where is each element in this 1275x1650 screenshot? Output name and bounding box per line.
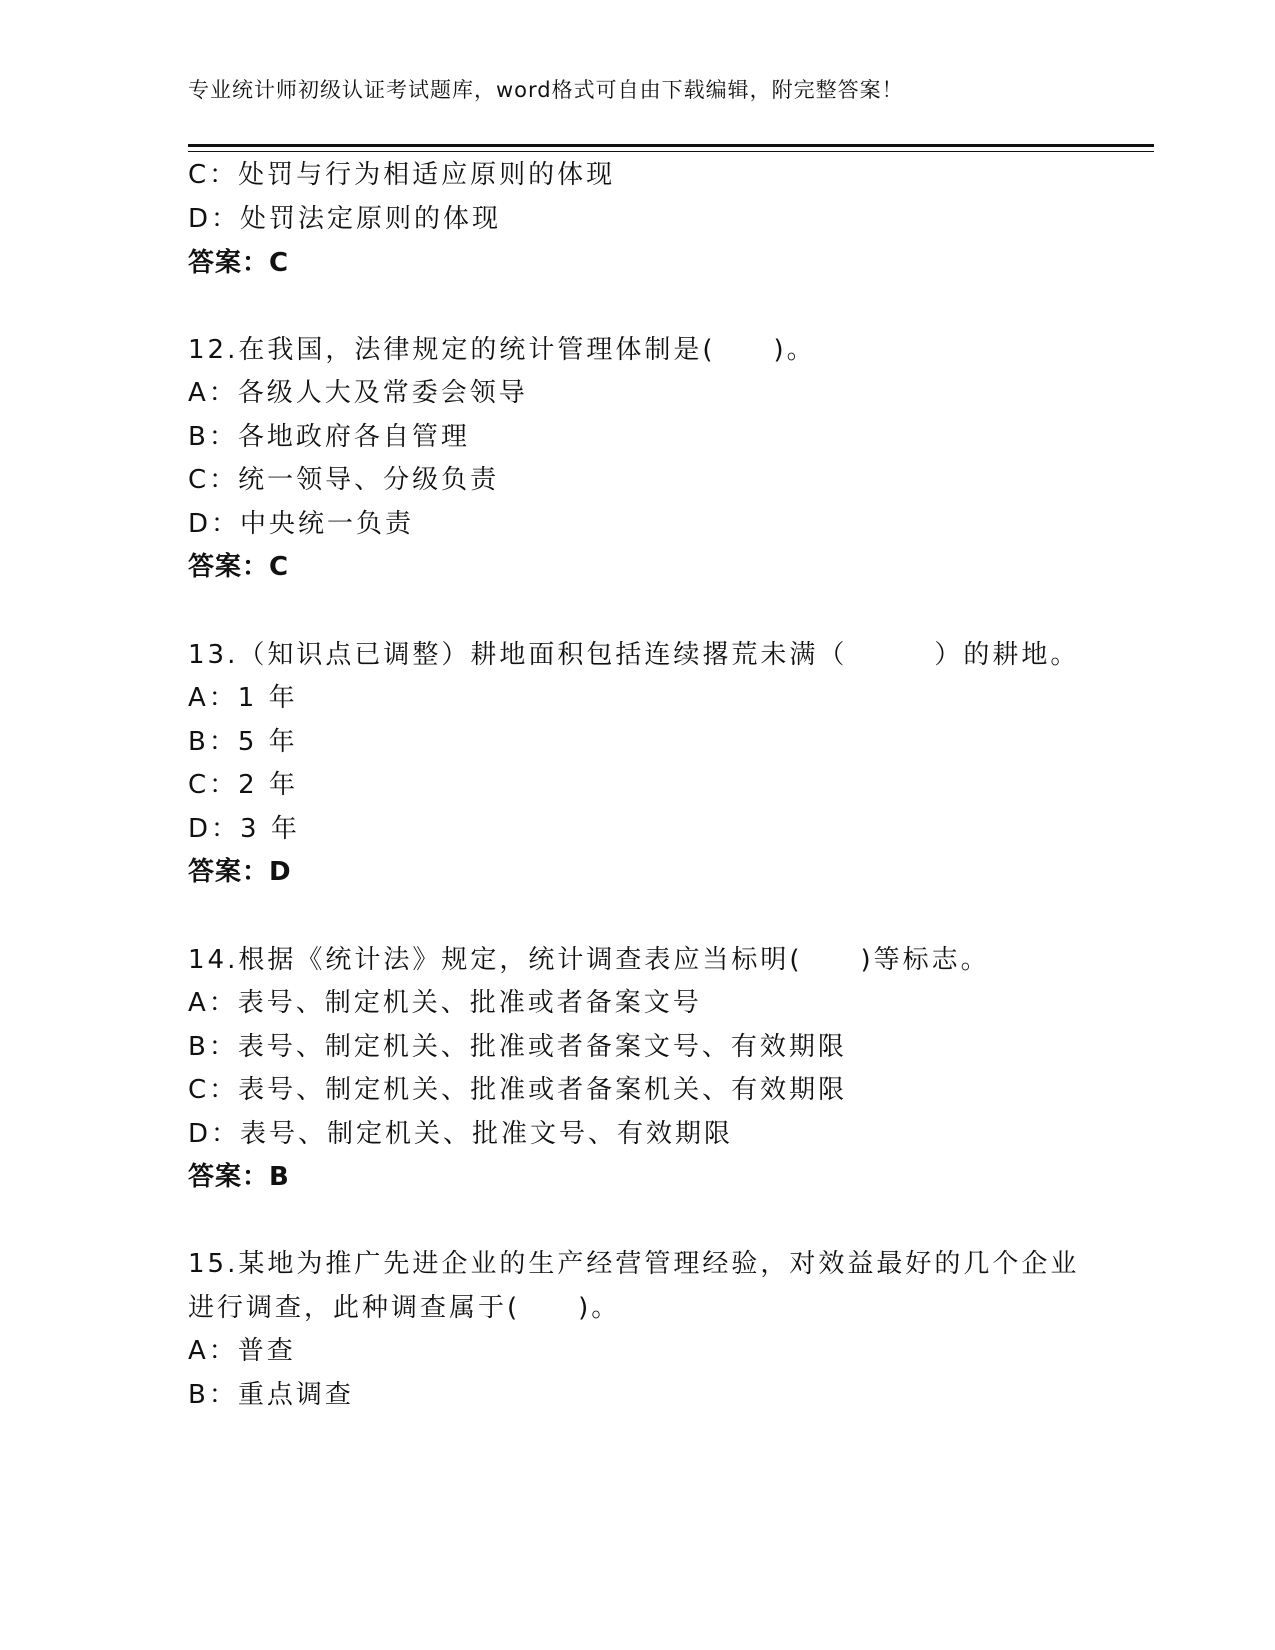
answer: 答案：D	[188, 857, 292, 887]
option-a: A：1 年	[188, 683, 298, 713]
option-c: C：2 年	[188, 770, 298, 800]
option-b: B：表号、制定机关、批准或者备案文号、有效期限	[188, 1032, 847, 1062]
option-c: C：表号、制定机关、批准或者备案机关、有效期限	[188, 1075, 848, 1105]
option-d: D：表号、制定机关、批准文号、有效期限	[188, 1119, 734, 1149]
option-b: B：重点调查	[188, 1380, 354, 1410]
option-d: D：中央统一负责	[188, 509, 415, 539]
question-stem: 12.在我国，法律规定的统计管理体制是( )。	[188, 335, 816, 365]
option-a: A：普查	[188, 1336, 296, 1366]
question-stem-line-1: 15.某地为推广先进企业的生产经营管理经验，对效益最好的几个企业	[188, 1249, 1080, 1279]
answer: 答案：C	[188, 552, 290, 582]
option-d: D：处罚法定原则的体现	[188, 204, 502, 234]
option-c: C：统一领导、分级负责	[188, 465, 500, 495]
header-rule-thin	[188, 151, 1154, 152]
question-stem: 13.（知识点已调整）耕地面积包括连续撂荒未满（ ）的耕地。	[188, 640, 1080, 670]
option-a: A：表号、制定机关、批准或者备案文号	[188, 988, 702, 1018]
option-a: A：各级人大及常委会领导	[188, 378, 528, 408]
option-c: C：处罚与行为相适应原则的体现	[188, 160, 616, 190]
question-stem: 14.根据《统计法》规定，统计调查表应当标明( )等标志。	[188, 945, 990, 975]
option-b: B：各地政府各自管理	[188, 422, 470, 452]
page-header: 专业统计师初级认证考试题库，word格式可自由下载编辑，附完整答案！	[188, 78, 904, 102]
header-rule-thick	[188, 144, 1154, 147]
option-b: B：5 年	[188, 727, 298, 757]
answer: 答案：B	[188, 1162, 290, 1192]
question-stem-line-2: 进行调查，此种调查属于( )。	[188, 1293, 621, 1323]
option-d: D：3 年	[188, 814, 300, 844]
answer: 答案：C	[188, 248, 290, 278]
